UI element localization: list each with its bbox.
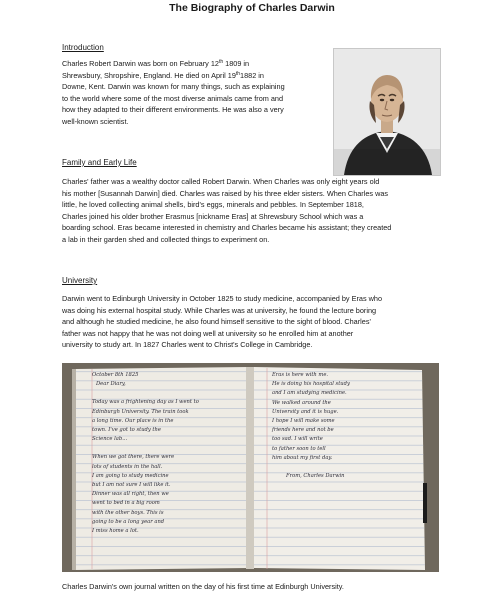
- journal-caption: Charles Darwin's own journal written on the day of his first time at Edinburgh University.: [62, 582, 344, 591]
- introduction-paragraph: Charles Robert Darwin was born on February 12th 1809 in Shrewsbury, Shropshire, England. He died on April 19th1882 in Downe, Kent. Darwin was known for many things, such as explaining to the world where some of the most diverse animals came from and how they adapted to their different environments. He was also a very well-known scientist.: [62, 59, 285, 126]
- journal-line: him about my first day.: [272, 454, 333, 461]
- university-heading: University: [62, 276, 98, 285]
- journal-right-page: [272, 371, 412, 481]
- journal-line: with the other boys. This is: [92, 509, 164, 516]
- family-line: little, he loved collecting animal shells, bird's eggs, minerals and pebbles. In September 1818,: [62, 200, 364, 210]
- journal-left-page: [92, 371, 242, 536]
- journal-line: went to bed in a big room: [92, 500, 160, 507]
- university-line: Darwin went to Edinburgh University in October 1825 to study medicine, accompanied by Eras who: [62, 294, 383, 303]
- journal-date: October 8th 1825: [92, 372, 139, 378]
- journal-line: When we got there, there were: [92, 454, 175, 461]
- journal-line: We walked around the: [272, 399, 331, 406]
- journal-line: but I am not sure I will like it.: [92, 482, 171, 489]
- journal-line: Science lab...: [92, 436, 128, 443]
- family-heading: Family and Early Life: [62, 158, 137, 167]
- darwin-portrait: [333, 48, 441, 176]
- journal-line: I hope I will make some: [272, 418, 335, 425]
- journal-line: Dinner was all right, then we: [92, 491, 169, 498]
- journal-line: University and it is huge.: [272, 408, 339, 415]
- journal-photo: [62, 363, 439, 572]
- journal-signature: From, Charles Darwin: [286, 473, 345, 480]
- journal-line: a long time. Our place is in the: [92, 417, 174, 424]
- family-line: his mother [Susannah Darwin] died. Charles was raised by his three elder sisters. When Charles was: [62, 188, 389, 198]
- journal-line: lots of students in the hall.: [92, 463, 163, 470]
- journal-line: going to be a long year and: [92, 518, 165, 525]
- journal-line: He is doing his hospital study: [272, 381, 350, 388]
- journal-line: friends here and not be: [272, 427, 334, 434]
- family-line: Charles' father was a wealthy doctor called Robert Darwin. When Charles was only eight years old: [62, 177, 380, 186]
- journal-line: too sad. I will write: [272, 436, 323, 443]
- family-line: a lab in their garden shed and collected things to experiment on.: [62, 234, 270, 244]
- journal-line: town. I've got to study the: [92, 427, 161, 434]
- university-line: father was not happy that he was not doing well at university so he enrolled him at another: [62, 328, 354, 338]
- portrait-illustration: [334, 49, 440, 175]
- family-line: boarding school. Eras became interested in chemistry and Charles became his assistant; they created: [62, 223, 392, 233]
- journal-line: Edinburgh University. The train took: [92, 408, 189, 415]
- journal-line: I am going to study medicine: [92, 472, 169, 479]
- university-line: university to study art. In 1827 Charles went to Christ's College in Cambridge.: [62, 340, 313, 350]
- university-line: was doing his external hospital study. While Charles was at university, he found the lecture boring: [62, 305, 377, 315]
- family-paragraph: [62, 176, 446, 246]
- journal-line: I miss home a lot.: [92, 528, 139, 535]
- document-title: The Biography of Charles Darwin: [169, 2, 335, 14]
- journal-line: Today was a frightening day as I went to: [92, 399, 199, 406]
- journal-line: and I am studying medicine.: [272, 390, 347, 397]
- journal-greeting: Dear Diary,: [96, 381, 126, 388]
- introduction-heading: Introduction: [62, 43, 104, 52]
- university-paragraph: [62, 293, 446, 351]
- journal-line: Eras is here with me.: [272, 372, 329, 378]
- university-line: and although he studied medicine, he also found himself sensitive to the sight of blood. Charles': [62, 317, 371, 327]
- family-line: Charles joined his older brother Erasmus [nickname Eras] at Shrewsbury School which was a: [62, 211, 364, 221]
- journal-line: to father soon to tell: [272, 445, 326, 452]
